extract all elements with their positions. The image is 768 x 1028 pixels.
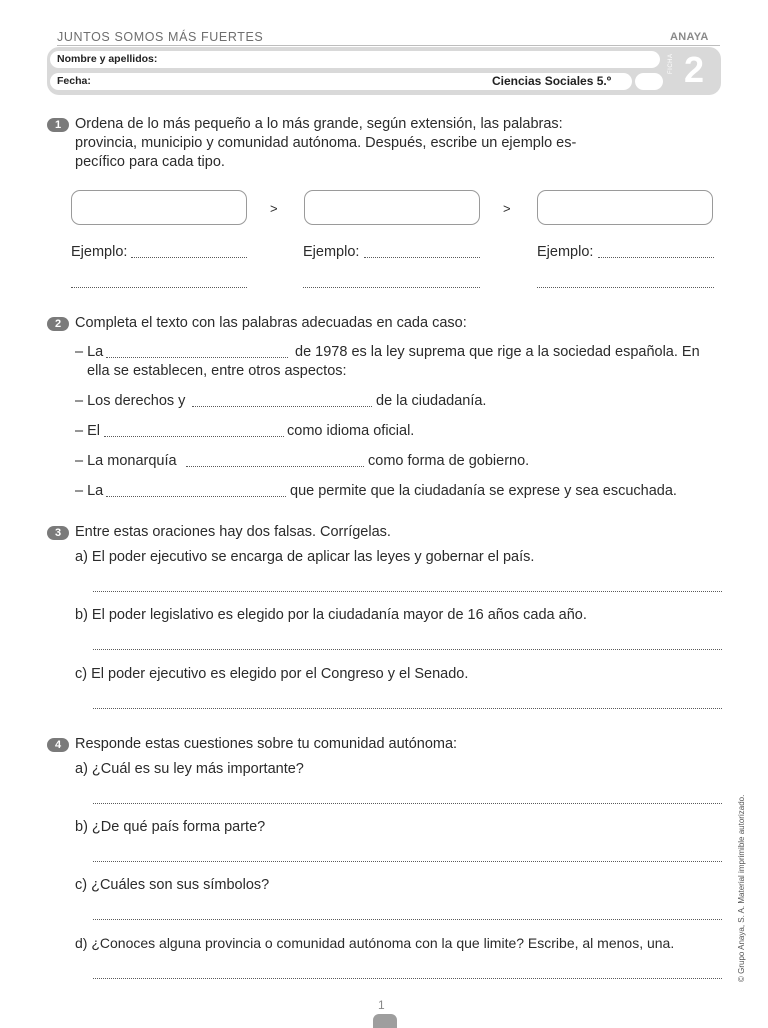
- question-3-intro: Entre estas oraciones hay dos falsas. Corrígelas.: [75, 524, 391, 540]
- q3-item-b: b) El poder legislativo es elegido por la ciudadanía mayor de 16 años cada año.: [75, 607, 587, 623]
- q2-item-5-after: que permite que la ciudadanía se exprese y sea escuchada.: [290, 483, 677, 499]
- q2-item-1-before: – La: [75, 344, 104, 360]
- question-1-line-3: pecífico para cada tipo.: [75, 154, 225, 170]
- question-2-intro: Completa el texto con las palabras adecuadas en cada caso:: [75, 315, 467, 331]
- q2-item-5-before: – La: [75, 483, 104, 499]
- q2-item-4-after: como forma de gobierno.: [368, 453, 530, 469]
- q3-answer-line-a[interactable]: [93, 591, 722, 592]
- example-label-3: Ejemplo:: [537, 244, 594, 260]
- question-4-intro: Responde estas cuestiones sobre tu comunidad autónoma:: [75, 736, 458, 752]
- q4-answer-line-c[interactable]: [93, 919, 722, 920]
- q4-item-a: a) ¿Cuál es su ley más importante?: [75, 761, 304, 777]
- q2-blank-4[interactable]: [186, 466, 364, 467]
- example-line-2b[interactable]: [303, 287, 480, 288]
- q3-answer-line-b[interactable]: [93, 649, 722, 650]
- date-field[interactable]: [50, 73, 632, 90]
- ficha-number: 2: [684, 49, 705, 90]
- date-label: Fecha:: [57, 75, 91, 87]
- subject-label: Ciencias Sociales 5.º: [492, 74, 612, 88]
- ficha-label: FICHA: [668, 53, 674, 74]
- q4-answer-line-b[interactable]: [93, 861, 722, 862]
- page-number: 1: [378, 998, 385, 1012]
- q3-item-a: a) El poder ejecutivo se encarga de aplicar las leyes y gobernar el país.: [75, 549, 535, 565]
- header-rule: [57, 45, 720, 46]
- greater-than-sign-1: >: [270, 201, 278, 216]
- q4-answer-line-d[interactable]: [93, 978, 722, 979]
- example-line-3b[interactable]: [537, 287, 714, 288]
- greater-than-sign-2: >: [503, 201, 511, 216]
- example-label-2: Ejemplo:: [303, 244, 360, 260]
- answer-box-1[interactable]: [71, 190, 247, 225]
- example-line-1b[interactable]: [71, 287, 247, 288]
- brand-logo: ANAYA: [670, 31, 709, 43]
- q2-item-4-before: – La monarquía: [75, 453, 177, 469]
- q2-blank-3[interactable]: [104, 436, 284, 437]
- question-2-number: 2: [47, 317, 69, 331]
- page-tab: [373, 1014, 397, 1028]
- copyright-notice: © Grupo Anaya, S. A. Material imprimible autorizado.: [737, 794, 746, 982]
- q2-item-1-continuation: ella se establecen, entre otros aspectos:: [87, 363, 347, 379]
- student-info-panel: [47, 47, 721, 95]
- q4-answer-line-a[interactable]: [93, 803, 722, 804]
- q3-item-c: c) El poder ejecutivo es elegido por el Congreso y el Senado.: [75, 666, 469, 682]
- q4-item-c: c) ¿Cuáles son sus símbolos?: [75, 877, 270, 893]
- series-title: JUNTOS SOMOS MÁS FUERTES: [57, 30, 264, 44]
- question-1-number: 1: [47, 118, 69, 132]
- example-line-3[interactable]: [598, 257, 714, 258]
- question-1-line-2: provincia, municipio y comunidad autónoma. Después, escribe un ejemplo es-: [75, 135, 577, 151]
- answer-box-3[interactable]: [537, 190, 713, 225]
- q2-item-3-after: como idioma oficial.: [287, 423, 415, 439]
- q4-item-b: b) ¿De qué país forma parte?: [75, 819, 266, 835]
- name-label: Nombre y apellidos:: [57, 53, 158, 65]
- example-line-1[interactable]: [131, 257, 247, 258]
- question-1-line-1: Ordena de lo más pequeño a lo más grande, según extensión, las palabras:: [75, 116, 563, 132]
- example-label-1: Ejemplo:: [71, 244, 128, 260]
- group-field[interactable]: [635, 73, 663, 90]
- q2-item-3-before: – El: [75, 423, 100, 439]
- q4-item-d: d) ¿Conoces alguna provincia o comunidad autónoma con la que limite? Escribe, al menos, una.: [75, 935, 675, 951]
- q2-item-2-after: de la ciudadanía.: [376, 393, 487, 409]
- q3-answer-line-c[interactable]: [93, 708, 722, 709]
- question-4-number: 4: [47, 738, 69, 752]
- question-3-number: 3: [47, 526, 69, 540]
- q2-blank-2[interactable]: [192, 406, 372, 407]
- answer-box-2[interactable]: [304, 190, 480, 225]
- q2-item-1-after: de 1978 es la ley suprema que rige a la sociedad española. En: [295, 344, 700, 360]
- name-field[interactable]: [50, 51, 660, 68]
- example-line-2[interactable]: [364, 257, 480, 258]
- q2-blank-1[interactable]: [106, 357, 288, 358]
- q2-item-2-before: – Los derechos y: [75, 393, 186, 409]
- q2-blank-5[interactable]: [106, 496, 286, 497]
